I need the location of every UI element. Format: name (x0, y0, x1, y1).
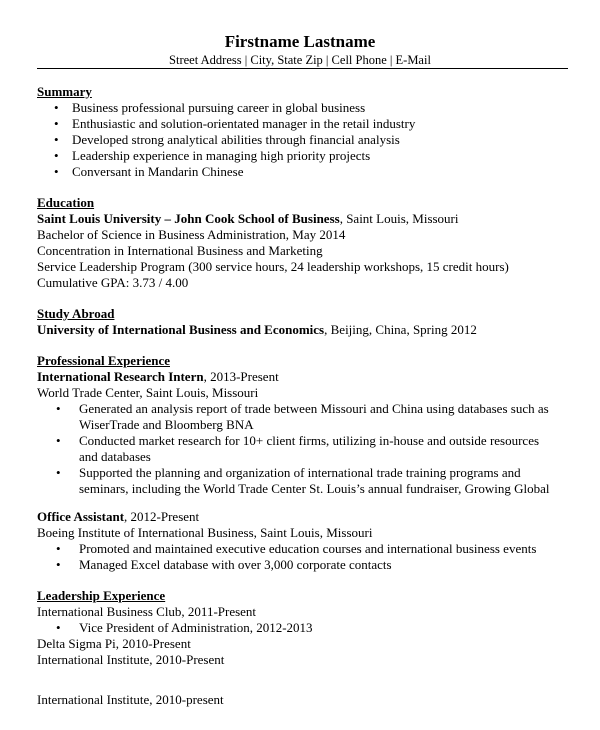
bullet-icon: • (56, 433, 61, 448)
candidate-name: Firstname Lastname (224, 32, 376, 51)
sigma-line: Delta Sigma Pi, 2010-Present (37, 636, 191, 651)
concentration-line: Concentration in International Business and Marketing (37, 243, 323, 258)
bullet-icon: • (54, 148, 59, 163)
header-divider (37, 68, 568, 69)
list-item: • Conversant in Mandarin Chinese (54, 164, 244, 179)
summary-heading: Summary (37, 84, 92, 99)
bullet-icon: • (56, 401, 61, 416)
list-item: • Developed strong analytical abilities through financial analysis (54, 132, 400, 147)
job-dates: , 2013-Present (203, 369, 279, 384)
bullet-icon: • (54, 100, 59, 115)
list-item: • Leadership experience in managing high priority projects (54, 148, 371, 163)
program-line: Service Leadership Program (300 service hours, 24 leadership workshops, 15 credit hours) (37, 259, 509, 274)
study-abroad-heading: Study Abroad (37, 306, 115, 321)
school-location: , Saint Louis, Missouri (339, 211, 459, 226)
resume-body (37, 84, 570, 668)
bullet-icon: • (54, 132, 59, 147)
degree-line: Bachelor of Science in Business Administration, May 2014 (37, 227, 346, 242)
list-item: • Supported the planning and organization of international trade training programs and seminars, including the World Trade Center St. Louis’s annual fundraiser, Growing Global (56, 465, 550, 496)
study-abroad-line (37, 322, 570, 338)
gpa-line: Cumulative GPA: 3.73 / 4.00 (37, 275, 189, 290)
bullet-icon: • (56, 541, 61, 556)
job-bullets (37, 541, 570, 573)
abroad-university: University of International Business and Economics (37, 322, 325, 337)
professional-heading: Professional Experience (37, 353, 170, 368)
bullet-icon: • (56, 620, 61, 635)
bullet-icon: • (56, 465, 61, 480)
job-dates: , 2012-Present (124, 509, 200, 524)
list-item: • Enthusiastic and solution-orientated manager in the retail industry (54, 116, 416, 131)
bullet-icon: • (56, 557, 61, 572)
job-org: Boeing Institute of International Business, Saint Louis, Missouri (37, 525, 373, 540)
job-title-line (37, 509, 570, 525)
job-title-line (37, 369, 570, 385)
resume-header (0, 0, 600, 68)
footer-institute-line: International Institute, 2010-present (37, 692, 224, 707)
institute-line: International Institute, 2010-Present (37, 652, 225, 667)
contact-line: Street Address | City, State Zip | Cell Phone | E-Mail (169, 53, 431, 67)
job-org: World Trade Center, Saint Louis, Missouri (37, 385, 259, 400)
list-item: • Promoted and maintained executive education courses and international business events (56, 541, 537, 556)
list-item: • Generated an analysis report of trade between Missouri and China using databases such as WiserTrade and Bloomberg BNA (56, 401, 549, 432)
list-item: • Business professional pursuing career in global business (54, 100, 366, 115)
job-role: Office Assistant (37, 509, 125, 524)
education-heading: Education (37, 195, 95, 210)
summary-list (37, 100, 570, 180)
club-roles (37, 620, 570, 636)
school-name: Saint Louis University – John Cook School of Business (37, 211, 340, 226)
job-role: International Research Intern (37, 369, 204, 384)
school-line (37, 211, 570, 227)
list-item: • Conducted market research for 10+ client firms, utilizing in-house and outside resources and databases (56, 433, 540, 464)
abroad-details: , Beijing, China, Spring 2012 (324, 322, 477, 337)
bullet-icon: • (54, 116, 59, 131)
list-item: • Managed Excel database with over 3,000 corporate contacts (56, 557, 392, 572)
list-item: • Vice President of Administration, 2012-2013 (56, 620, 313, 635)
leadership-heading: Leadership Experience (37, 588, 166, 603)
job-bullets (37, 401, 570, 497)
club-line: International Business Club, 2011-Present (37, 604, 257, 619)
bullet-icon: • (54, 164, 59, 179)
